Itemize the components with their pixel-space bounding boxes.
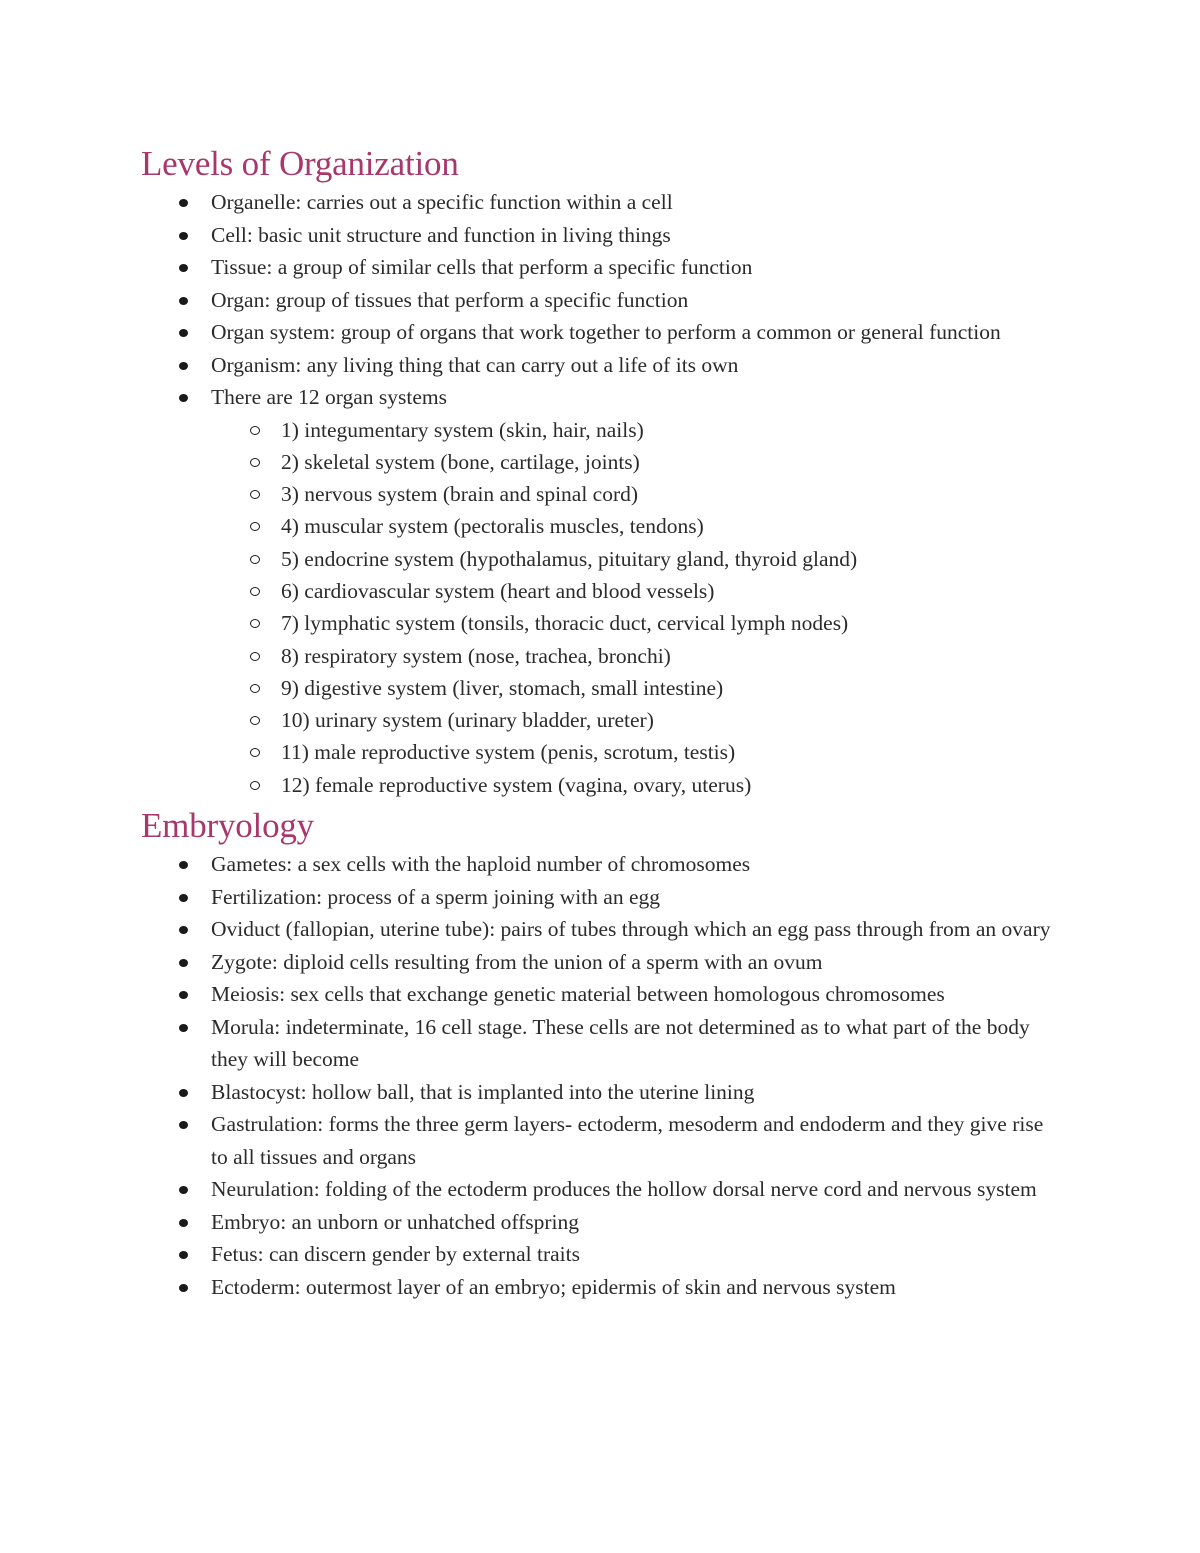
hollow-bullet-icon <box>250 458 260 467</box>
sublist-item-text: 10) urinary system (urinary bladder, ureter) <box>281 708 654 733</box>
levels-of-organization-list <box>141 186 1071 801</box>
bullet-icon <box>179 1251 188 1259</box>
list-item <box>141 1271 1071 1304</box>
list-item-text: Gastrulation: forms the three germ layers- ectoderm, mesoderm and endoderm and they give rise to all tissues and organs <box>211 1112 1044 1169</box>
sublist-item-text: 8) respiratory system (nose, trachea, bronchi) <box>281 643 671 668</box>
sublist-item-text: 9) digestive system (liver, stomach, small intestine) <box>281 675 724 700</box>
organ-systems-sublist <box>211 414 1071 802</box>
sublist-item-text: 4) muscular system (pectoralis muscles, tendons) <box>281 514 704 539</box>
list-item-text: Organelle: carries out a specific function within a cell <box>211 190 673 214</box>
list-item-text: Fetus: can discern gender by external traits <box>211 1242 580 1267</box>
hollow-bullet-icon <box>250 490 260 499</box>
list-item <box>141 848 1071 881</box>
bullet-icon <box>179 959 188 967</box>
bullet-icon <box>179 1089 188 1097</box>
sublist-item-text: 7) lymphatic system (tonsils, thoracic duct, cervical lymph nodes) <box>281 611 849 636</box>
list-item <box>141 381 1071 801</box>
hollow-bullet-icon <box>250 748 260 757</box>
list-item <box>141 316 1071 349</box>
bullet-icon <box>179 232 188 240</box>
bullet-icon <box>179 297 188 305</box>
bullet-icon <box>179 926 188 934</box>
hollow-bullet-icon <box>250 716 260 725</box>
sublist-item <box>211 672 1071 704</box>
hollow-bullet-icon <box>250 684 260 693</box>
list-item-text: Neurulation: folding of the ectoderm produces the hollow dorsal nerve cord and nervous system <box>211 1177 1037 1202</box>
sublist-item-text: 12) female reproductive system (vagina, ovary, uterus) <box>281 772 752 797</box>
sublist-item-text: 3) nervous system (brain and spinal cord) <box>281 482 639 507</box>
list-item-text: Organ: group of tissues that perform a specific function <box>211 287 689 312</box>
bullet-icon <box>179 894 188 902</box>
sublist-item-text: 2) skeletal system (bone, cartilage, joints) <box>281 449 640 474</box>
embryology-list <box>141 848 1071 1303</box>
list-item-text: Fertilization: process of a sperm joining with an egg <box>211 884 661 909</box>
sublist-item-text: 5) endocrine system (hypothalamus, pituitary gland, thyroid gland) <box>281 546 858 571</box>
bullet-icon <box>179 991 188 999</box>
bullet-icon <box>179 329 188 337</box>
hollow-bullet-icon <box>250 781 260 790</box>
list-item-text: Gametes: a sex cells with the haploid number of chromosomes <box>211 852 751 877</box>
bullet-icon <box>179 1219 188 1227</box>
hollow-bullet-icon <box>250 426 260 435</box>
hollow-bullet-icon <box>250 619 260 628</box>
bullet-icon <box>179 199 188 207</box>
sublist-item-text: 1) integumentary system (skin, hair, nails) <box>281 417 644 442</box>
section-heading-embryology: Embryology <box>141 806 314 846</box>
list-item-text: Oviduct (fallopian, uterine tube): pairs of tubes through which an egg pass through from an ovary <box>211 917 1051 942</box>
sublist-item <box>211 769 1071 801</box>
list-item <box>141 284 1071 317</box>
sublist-item-text: 6) cardiovascular system (heart and blood vessels) <box>281 578 715 603</box>
sublist-item-text: 11) male reproductive system (penis, scrotum, testis) <box>281 740 736 765</box>
list-item <box>141 1011 1071 1076</box>
list-item-text: Blastocyst: hollow ball, that is implanted into the uterine lining <box>211 1079 755 1104</box>
document-content <box>141 142 1071 1303</box>
list-item <box>141 186 1071 219</box>
list-item <box>141 1108 1071 1173</box>
list-item <box>141 1076 1071 1109</box>
hollow-bullet-icon <box>250 555 260 564</box>
list-item <box>141 349 1071 382</box>
sublist-item <box>211 704 1071 736</box>
sublist-item <box>211 510 1071 542</box>
bullet-icon <box>179 861 188 869</box>
sublist-item <box>211 478 1071 510</box>
hollow-bullet-icon <box>250 587 260 596</box>
sublist-item <box>211 575 1071 607</box>
sublist-item <box>211 414 1071 446</box>
sublist-item <box>211 607 1071 639</box>
sublist-item <box>211 446 1071 478</box>
list-item <box>141 251 1071 284</box>
bullet-icon <box>179 1024 188 1032</box>
organ-systems-sublist-wrapper <box>141 414 1071 802</box>
bullet-icon <box>179 394 188 402</box>
list-item <box>141 1238 1071 1271</box>
list-item <box>141 1173 1071 1206</box>
hollow-bullet-icon <box>250 652 260 661</box>
section-heading-levels-of-organization: Levels of Organization <box>141 144 459 183</box>
list-item-text: Zygote: diploid cells resulting from the union of a sperm with an ovum <box>211 949 823 974</box>
list-item-text: Meiosis: sex cells that exchange genetic material between homologous chromosomes <box>211 982 945 1007</box>
list-item-text: Embryo: an unborn or unhatched offspring <box>211 1209 580 1234</box>
list-item-text: Cell: basic unit structure and function in living things <box>211 222 671 247</box>
sublist-item <box>211 543 1071 575</box>
list-item <box>141 219 1071 252</box>
list-item <box>141 978 1071 1011</box>
list-item <box>141 881 1071 914</box>
list-item <box>141 913 1071 946</box>
list-item-text: Morula: indeterminate, 16 cell stage. These cells are not determined as to what part of the body they will become <box>211 1014 1030 1072</box>
sublist-item <box>211 640 1071 672</box>
list-item-text: Ectoderm: outermost layer of an embryo; epidermis of skin and nervous system <box>211 1274 896 1299</box>
list-item-text: There are 12 organ systems <box>211 385 448 409</box>
list-item-text: Organism: any living thing that can carry out a life of its own <box>211 352 739 377</box>
bullet-icon <box>179 1284 188 1292</box>
list-item-text: Tissue: a group of similar cells that perform a specific function <box>211 255 753 279</box>
list-item <box>141 1206 1071 1239</box>
list-item-text: Organ system: group of organs that work together to perform a common or general function <box>211 320 1001 344</box>
bullet-icon <box>179 1186 188 1194</box>
bullet-icon <box>179 1121 188 1129</box>
hollow-bullet-icon <box>250 522 260 531</box>
bullet-icon <box>179 362 188 370</box>
sublist-item <box>211 736 1071 768</box>
list-item <box>141 946 1071 979</box>
bullet-icon <box>179 264 188 272</box>
